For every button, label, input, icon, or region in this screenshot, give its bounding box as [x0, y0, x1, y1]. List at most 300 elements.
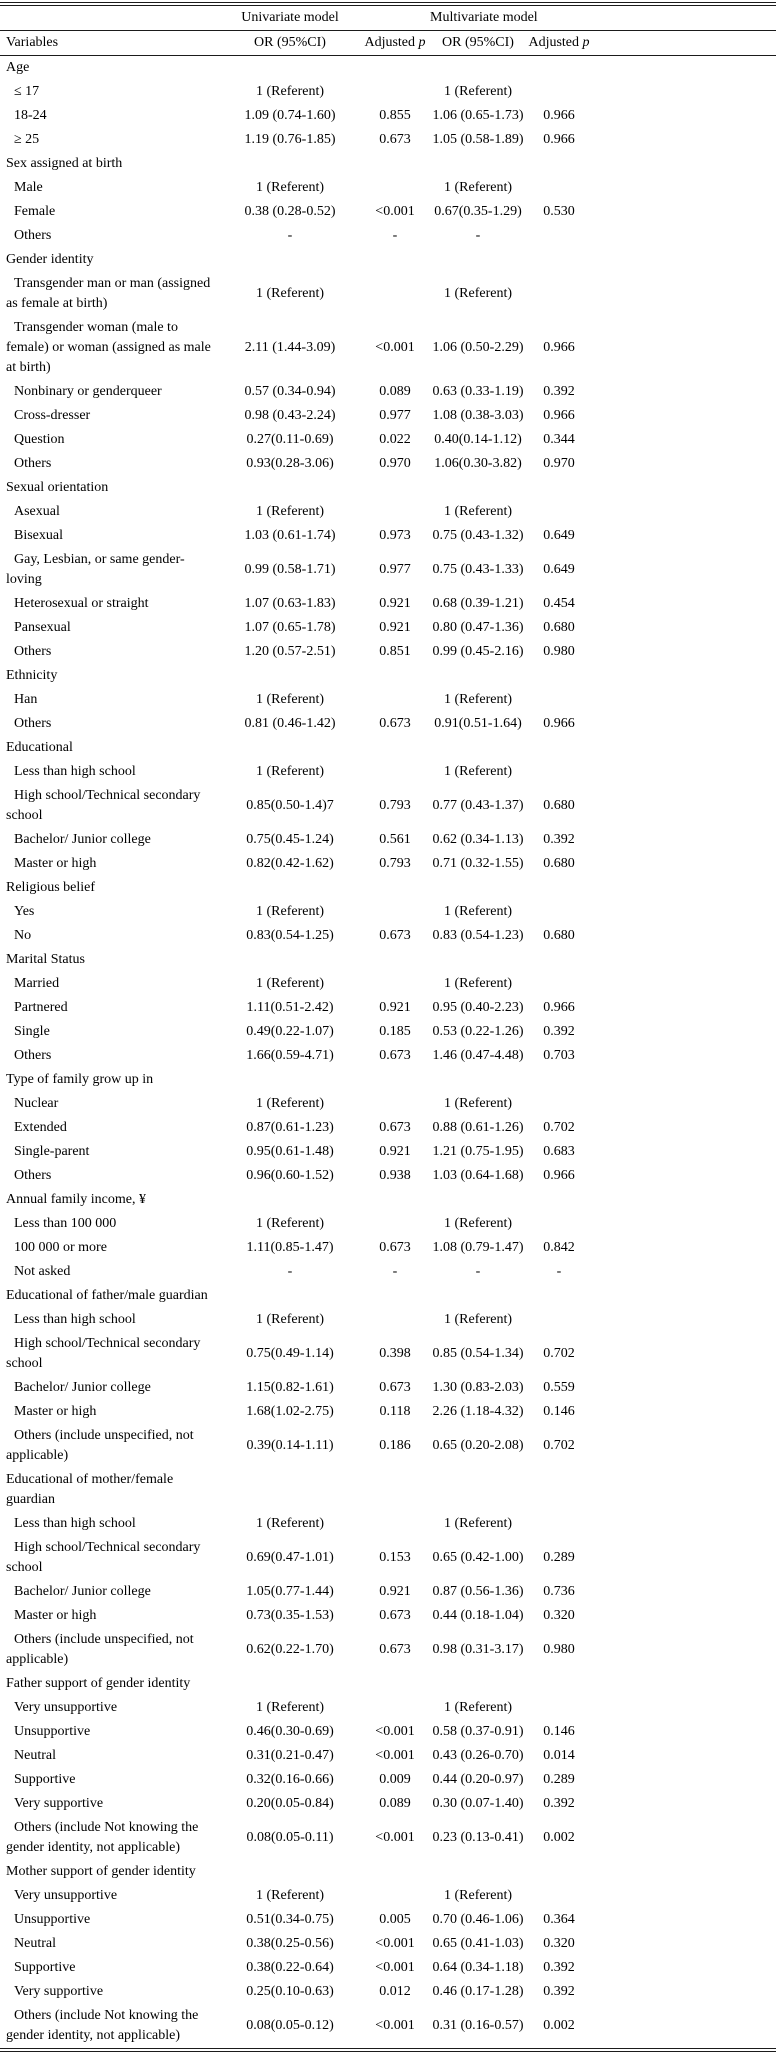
table-body — [0, 56, 776, 2049]
multi-adjusted-p-cell — [526, 1092, 592, 1116]
variable-cell: Very unsupportive — [14, 1700, 118, 1715]
uni-adjusted-p-cell: 0.977 — [379, 408, 411, 423]
variable-cell: High school/Technical secondary school — [6, 1336, 201, 1371]
multi-adjusted-p-cell: 0.364 — [543, 1912, 575, 1927]
section-row — [0, 736, 776, 760]
uni-or-cell: 1.07 (0.63-1.83) — [244, 596, 336, 611]
multi-adjusted-p-cell: 0.966 — [543, 1168, 575, 1183]
data-row — [0, 1512, 776, 1536]
spacer-cell — [592, 1580, 776, 1604]
data-row — [0, 972, 776, 996]
multi-or-cell: 1 (Referent) — [443, 504, 513, 519]
uni-adjusted-p-cell: 0.673 — [379, 1120, 411, 1135]
spacer-cell — [592, 1980, 776, 2004]
data-row — [0, 1020, 776, 1044]
data-row — [0, 1816, 776, 1860]
data-row — [0, 996, 776, 1020]
table-header — [0, 6, 776, 56]
spacer-cell — [592, 828, 776, 852]
uni-adjusted-p-cell: 0.673 — [379, 928, 411, 943]
spacer-cell — [592, 592, 776, 616]
spacer-cell — [592, 972, 776, 996]
section-row — [0, 1068, 776, 1092]
empty-cell — [430, 876, 526, 900]
multi-adjusted-p-cell — [526, 272, 592, 316]
multi-or-cell: 0.75 (0.43-1.33) — [432, 562, 524, 577]
uni-or-cell: 1 (Referent) — [255, 904, 325, 919]
spacer-cell — [592, 1932, 776, 1956]
uni-or-cell: 0.08(0.05-0.12) — [246, 2018, 334, 2033]
multi-or-cell: 0.58 (0.37-0.91) — [432, 1724, 524, 1739]
uni-adjusted-p-cell — [360, 1696, 430, 1720]
variable-cell: Question — [14, 432, 65, 447]
variable-cell: Extended — [14, 1120, 67, 1135]
variable-cell: Male — [14, 180, 43, 195]
empty-cell — [220, 876, 360, 900]
p-label: p — [418, 35, 426, 50]
spacer-cell — [592, 1376, 776, 1400]
multi-adjusted-p-cell — [526, 1512, 592, 1536]
uni-or-cell: 1 (Referent) — [255, 84, 325, 99]
multivariate-model-header: Multivariate model — [430, 6, 526, 31]
empty-cell — [360, 1672, 430, 1696]
multi-adjusted-p-cell: 0.842 — [543, 1240, 575, 1255]
spacer-cell — [592, 996, 776, 1020]
uni-or-cell: 1 (Referent) — [255, 286, 325, 301]
data-row — [0, 712, 776, 736]
section-label: Religious belief — [6, 880, 96, 895]
variable-cell: Very supportive — [14, 1984, 104, 1999]
section-row — [0, 948, 776, 972]
model-group-header-row — [0, 6, 776, 31]
multi-or-cell: 0.88 (0.61-1.26) — [432, 1120, 524, 1135]
uni-or-cell: 0.83(0.54-1.25) — [246, 928, 334, 943]
uni-adjusted-p-cell — [360, 900, 430, 924]
empty-cell — [526, 1860, 592, 1884]
univariate-model-header: Univariate model — [220, 6, 360, 31]
multi-adjusted-p-cell: 0.392 — [543, 1960, 575, 1975]
data-row — [0, 176, 776, 200]
uni-or-cell: 0.20(0.05-0.84) — [246, 1796, 334, 1811]
multi-or-cell: 0.23 (0.13-0.41) — [432, 1830, 524, 1845]
section-row — [0, 1860, 776, 1884]
variable-cell: Very supportive — [14, 1796, 104, 1811]
uni-adjusted-p-cell: 0.921 — [379, 1000, 411, 1015]
empty-cell — [430, 1672, 526, 1696]
variable-cell: High school/Technical secondary school — [6, 1540, 201, 1575]
multi-adjusted-p-cell — [526, 972, 592, 996]
multi-adjusted-p-cell — [526, 80, 592, 104]
spacer-cell — [592, 548, 776, 592]
multi-adjusted-p-cell — [526, 500, 592, 524]
empty-cell — [592, 1672, 776, 1696]
spacer-cell — [592, 900, 776, 924]
data-row — [0, 1628, 776, 1672]
multi-or-cell: 1.06 (0.50-2.29) — [432, 340, 524, 355]
uni-or-cell: 0.08(0.05-0.11) — [246, 1830, 334, 1845]
uni-adjusted-p-cell: 0.673 — [379, 132, 411, 147]
variable-cell: ≥ 25 — [14, 132, 40, 147]
multi-adjusted-p-cell: 0.289 — [543, 1550, 575, 1565]
uni-or-cell: 0.69(0.47-1.01) — [246, 1550, 334, 1565]
uni-or-cell: 0.38(0.25-0.56) — [246, 1936, 334, 1951]
variable-cell: Less than high school — [14, 764, 136, 779]
spacer-cell — [592, 404, 776, 428]
variable-cell: Pansexual — [14, 620, 71, 635]
spacer-cell — [592, 924, 776, 948]
spacer-cell — [592, 1020, 776, 1044]
variable-cell: Cross-dresser — [14, 408, 91, 423]
empty-cell — [526, 476, 592, 500]
uni-or-cell: 0.82(0.42-1.62) — [246, 856, 334, 871]
multi-adjusted-p-cell — [526, 176, 592, 200]
empty-cell — [430, 152, 526, 176]
multi-or-cell: 0.70 (0.46-1.06) — [432, 1912, 524, 1927]
uni-adjusted-p-cell: 0.118 — [379, 1404, 411, 1419]
uni-adjusted-p-cell: <0.001 — [375, 1936, 415, 1951]
variable-cell: Female — [14, 204, 56, 219]
uni-adjusted-p-cell: 0.793 — [379, 798, 411, 813]
multi-adjusted-p-cell — [526, 1884, 592, 1908]
uni-or-cell: - — [287, 228, 293, 243]
uni-adjusted-p-cell: 0.185 — [379, 1024, 411, 1039]
p-label: p — [582, 35, 590, 50]
section-row — [0, 1672, 776, 1696]
uni-or-cell: 0.25(0.10-0.63) — [246, 1984, 334, 1999]
spacer-cell — [592, 784, 776, 828]
data-row — [0, 1604, 776, 1628]
multi-adjusted-p-cell: 0.966 — [543, 108, 575, 123]
data-row — [0, 1720, 776, 1744]
data-row — [0, 1212, 776, 1236]
data-row — [0, 1332, 776, 1376]
data-row — [0, 828, 776, 852]
multi-or-cell: 1 (Referent) — [443, 976, 513, 991]
data-row — [0, 1424, 776, 1468]
variable-cell: Less than 100 000 — [14, 1216, 117, 1231]
empty-cell — [592, 1188, 776, 1212]
multi-adjusted-p-cell: 0.320 — [543, 1936, 575, 1951]
spacer-cell — [592, 616, 776, 640]
empty-cell — [526, 248, 592, 272]
variable-cell: Transgender woman (male to female) or woman (assigned as male at birth) — [6, 320, 211, 375]
section-label: Annual family income, ¥ — [6, 1192, 146, 1207]
empty-cell — [526, 876, 592, 900]
multi-or-cell: 1 (Referent) — [443, 286, 513, 301]
uni-adjusted-p-cell: 0.012 — [379, 1984, 411, 1999]
spacer-cell — [592, 1536, 776, 1580]
data-row — [0, 1744, 776, 1768]
multi-or-cell: 1 (Referent) — [443, 1888, 513, 1903]
spacer-cell — [592, 1212, 776, 1236]
uni-or-cell: 0.62(0.22-1.70) — [246, 1642, 334, 1657]
empty-header-cell — [360, 6, 430, 31]
data-row — [0, 380, 776, 404]
empty-cell — [220, 948, 360, 972]
empty-cell — [430, 248, 526, 272]
multi-adjusted-p-cell: 0.966 — [543, 132, 575, 147]
variable-cell: Others — [14, 456, 52, 471]
variable-cell: Others — [14, 644, 52, 659]
uni-adjusted-p-cell: 0.673 — [379, 716, 411, 731]
section-label: Age — [6, 60, 30, 75]
spacer-cell — [592, 500, 776, 524]
multi-adjusted-p-cell: 0.002 — [543, 2018, 575, 2033]
multi-or-cell: 0.95 (0.40-2.23) — [432, 1000, 524, 1015]
empty-cell — [360, 248, 430, 272]
multi-or-cell: 0.67(0.35-1.29) — [434, 204, 522, 219]
variable-cell: Single-parent — [14, 1144, 90, 1159]
data-row — [0, 1536, 776, 1580]
uni-adjusted-p-cell: 0.089 — [379, 1796, 411, 1811]
data-row — [0, 592, 776, 616]
empty-cell — [430, 948, 526, 972]
variable-cell: 100 000 or more — [14, 1240, 107, 1255]
uni-or-cell: 0.99 (0.58-1.71) — [244, 562, 336, 577]
multi-adjusted-p-cell: 0.146 — [543, 1404, 575, 1419]
variable-cell: Unsupportive — [14, 1724, 91, 1739]
empty-cell — [526, 1468, 592, 1512]
variable-cell: Neutral — [14, 1748, 56, 1763]
multi-adjusted-p-cell — [526, 688, 592, 712]
spacer-cell — [592, 1116, 776, 1140]
uni-adjusted-p-cell: <0.001 — [375, 1830, 415, 1845]
data-row — [0, 1908, 776, 1932]
uni-or-cell: 0.27(0.11-0.69) — [246, 432, 334, 447]
uni-adjusted-p-cell — [360, 1512, 430, 1536]
spacer-cell — [592, 272, 776, 316]
empty-cell — [220, 248, 360, 272]
uni-adjusted-p-cell — [360, 1092, 430, 1116]
uni-or-cell: 0.85(0.50-1.4)7 — [246, 798, 334, 813]
uni-or-cell: 0.93(0.28-3.06) — [246, 456, 334, 471]
multi-or-cell: - — [475, 1264, 481, 1279]
adjusted-label: Adjusted — [364, 35, 416, 50]
data-row — [0, 1792, 776, 1816]
section-row — [0, 664, 776, 688]
spacer-cell — [592, 852, 776, 876]
uni-or-cell: 1.20 (0.57-2.51) — [244, 644, 336, 659]
multi-adjusted-p-cell — [526, 900, 592, 924]
data-row — [0, 1768, 776, 1792]
data-row — [0, 524, 776, 548]
spacer-cell — [592, 712, 776, 736]
multi-or-cell: 0.53 (0.22-1.26) — [432, 1024, 524, 1039]
uni-or-cell: 0.31(0.21-0.47) — [246, 1748, 334, 1763]
data-row — [0, 200, 776, 224]
multi-or-cell: 0.75 (0.43-1.32) — [432, 528, 524, 543]
multi-adjusted-p-column-header — [526, 31, 592, 56]
uni-or-cell: 1.09 (0.74-1.60) — [244, 108, 336, 123]
variable-cell: Married — [14, 976, 60, 991]
uni-or-cell: 1.66(0.59-4.71) — [246, 1048, 334, 1063]
variable-cell: Partnered — [14, 1000, 68, 1015]
empty-cell — [220, 1188, 360, 1212]
empty-cell — [592, 736, 776, 760]
uni-adjusted-p-cell: 0.855 — [379, 108, 411, 123]
uni-or-cell: 0.38(0.22-0.64) — [246, 1960, 334, 1975]
section-row — [0, 476, 776, 500]
empty-cell — [526, 1068, 592, 1092]
variable-cell: 18-24 — [14, 108, 47, 123]
multi-adjusted-p-cell: 0.649 — [543, 562, 575, 577]
uni-or-cell: 1 (Referent) — [255, 504, 325, 519]
data-row — [0, 2004, 776, 2049]
uni-or-cell: 0.96(0.60-1.52) — [246, 1168, 334, 1183]
empty-cell — [526, 1672, 592, 1696]
data-row — [0, 616, 776, 640]
column-header-row — [0, 31, 776, 56]
uni-adjusted-p-cell: 0.973 — [379, 528, 411, 543]
variable-cell: Supportive — [14, 1960, 76, 1975]
empty-cell — [220, 1284, 360, 1308]
multi-adjusted-p-cell: - — [556, 1264, 562, 1279]
multi-or-cell: 0.63 (0.33-1.19) — [432, 384, 524, 399]
variable-cell: Transgender man or man (assigned as female at birth) — [6, 276, 211, 311]
uni-adjusted-p-cell: 0.673 — [379, 1048, 411, 1063]
uni-adjusted-p-cell: 0.186 — [379, 1438, 411, 1453]
spacer-cell — [592, 1512, 776, 1536]
uni-adjusted-p-cell: 0.673 — [379, 1608, 411, 1623]
spacer-cell — [592, 176, 776, 200]
empty-cell — [220, 1068, 360, 1092]
spacer-cell — [592, 104, 776, 128]
variable-cell: ≤ 17 — [14, 84, 40, 99]
section-row — [0, 876, 776, 900]
spacer-cell — [592, 2004, 776, 2049]
multi-or-cell: 1.08 (0.38-3.03) — [432, 408, 524, 423]
uni-or-cell: 1 (Referent) — [255, 1516, 325, 1531]
adjusted-label: Adjusted — [528, 35, 580, 50]
multi-adjusted-p-cell: 0.014 — [543, 1748, 575, 1763]
data-row — [0, 1140, 776, 1164]
multi-or-cell: 1 (Referent) — [443, 1312, 513, 1327]
variable-cell: Heterosexual or straight — [14, 596, 149, 611]
empty-header-cell — [0, 6, 220, 31]
multi-or-cell: 0.77 (0.43-1.37) — [432, 798, 524, 813]
uni-adjusted-p-cell — [360, 500, 430, 524]
multi-or-cell: 0.65 (0.42-1.00) — [432, 1550, 524, 1565]
multi-adjusted-p-cell: 0.966 — [543, 340, 575, 355]
multi-adjusted-p-cell: 0.392 — [543, 1796, 575, 1811]
uni-or-cell: 0.51(0.34-0.75) — [246, 1912, 334, 1927]
variable-cell: Others — [14, 716, 52, 731]
section-row — [0, 152, 776, 176]
uni-or-cell: 2.11 (1.44-3.09) — [244, 340, 336, 355]
multi-adjusted-p-cell: 0.392 — [543, 1024, 575, 1039]
uni-adjusted-p-cell: 0.970 — [379, 456, 411, 471]
variable-cell: Others (include unspecified, not applicable) — [6, 1632, 194, 1667]
uni-or-cell: 0.81 (0.46-1.42) — [244, 716, 336, 731]
multi-adjusted-p-cell: 0.966 — [543, 408, 575, 423]
empty-cell — [430, 476, 526, 500]
variable-cell: Nuclear — [14, 1096, 59, 1111]
uni-adjusted-p-cell — [360, 1308, 430, 1332]
data-row — [0, 784, 776, 828]
uni-adjusted-p-cell: 0.022 — [379, 432, 411, 447]
spacer-cell — [592, 80, 776, 104]
uni-adjusted-p-cell: 0.005 — [379, 1912, 411, 1927]
data-row — [0, 1164, 776, 1188]
uni-adjusted-p-cell — [360, 272, 430, 316]
multi-or-cell: 0.30 (0.07-1.40) — [432, 1796, 524, 1811]
data-row — [0, 224, 776, 248]
multi-or-column-header: OR (95%CI) — [430, 31, 526, 56]
multi-adjusted-p-cell — [526, 760, 592, 784]
spacer-cell — [592, 1332, 776, 1376]
multi-adjusted-p-cell: 0.702 — [543, 1438, 575, 1453]
data-row — [0, 1260, 776, 1284]
uni-or-cell: - — [287, 1264, 293, 1279]
multi-adjusted-p-cell — [526, 1308, 592, 1332]
data-row — [0, 1696, 776, 1720]
uni-adjusted-p-cell: <0.001 — [375, 204, 415, 219]
multi-or-cell: 1 (Referent) — [443, 84, 513, 99]
data-row — [0, 1116, 776, 1140]
uni-adjusted-p-cell: 0.089 — [379, 384, 411, 399]
uni-or-cell: 0.75(0.45-1.24) — [246, 832, 334, 847]
spacer-cell — [592, 1092, 776, 1116]
multi-adjusted-p-cell: 0.680 — [543, 798, 575, 813]
uni-or-cell: 1.11(0.85-1.47) — [246, 1240, 334, 1255]
empty-cell — [592, 1284, 776, 1308]
multi-or-cell: 2.26 (1.18-4.32) — [432, 1404, 524, 1419]
spacer-cell — [592, 1236, 776, 1260]
uni-adjusted-p-cell: <0.001 — [375, 1960, 415, 1975]
uni-or-cell: 0.98 (0.43-2.24) — [244, 408, 336, 423]
uni-or-cell: 1 (Referent) — [255, 1312, 325, 1327]
uni-adjusted-p-cell: 0.921 — [379, 1144, 411, 1159]
empty-cell — [220, 1672, 360, 1696]
uni-adjusted-p-cell — [360, 80, 430, 104]
spacer-cell — [592, 1164, 776, 1188]
section-label: Educational of mother/female guardian — [6, 1472, 174, 1507]
data-row — [0, 1400, 776, 1424]
spacer-cell — [592, 380, 776, 404]
data-row — [0, 1884, 776, 1908]
uni-adjusted-p-cell: 0.398 — [379, 1346, 411, 1361]
empty-cell — [526, 56, 592, 81]
multi-or-cell: 0.91(0.51-1.64) — [434, 716, 522, 731]
empty-cell — [360, 1468, 430, 1512]
multi-adjusted-p-cell — [526, 1696, 592, 1720]
empty-cell — [592, 664, 776, 688]
uni-or-cell: 1.11(0.51-2.42) — [246, 1000, 334, 1015]
uni-or-cell: 0.39(0.14-1.11) — [246, 1438, 334, 1453]
data-row — [0, 1236, 776, 1260]
section-row — [0, 1188, 776, 1212]
data-row — [0, 688, 776, 712]
multi-or-cell: 0.98 (0.31-3.17) — [432, 1642, 524, 1657]
uni-adjusted-p-cell: 0.009 — [379, 1772, 411, 1787]
spacer-cell — [592, 1720, 776, 1744]
spacer-cell — [592, 200, 776, 224]
empty-cell — [360, 1284, 430, 1308]
empty-cell — [526, 736, 592, 760]
data-row — [0, 1044, 776, 1068]
uni-or-cell: 0.57 (0.34-0.94) — [244, 384, 336, 399]
empty-cell — [360, 736, 430, 760]
uni-or-cell: 1 (Referent) — [255, 1700, 325, 1715]
multi-adjusted-p-cell: 0.980 — [543, 1642, 575, 1657]
data-row — [0, 548, 776, 592]
data-row — [0, 924, 776, 948]
variable-cell: Less than high school — [14, 1516, 136, 1531]
multi-or-cell: 0.99 (0.45-2.16) — [432, 644, 524, 659]
spacer-cell — [592, 1260, 776, 1284]
uni-adjusted-p-cell: 0.561 — [379, 832, 411, 847]
empty-cell — [592, 1860, 776, 1884]
